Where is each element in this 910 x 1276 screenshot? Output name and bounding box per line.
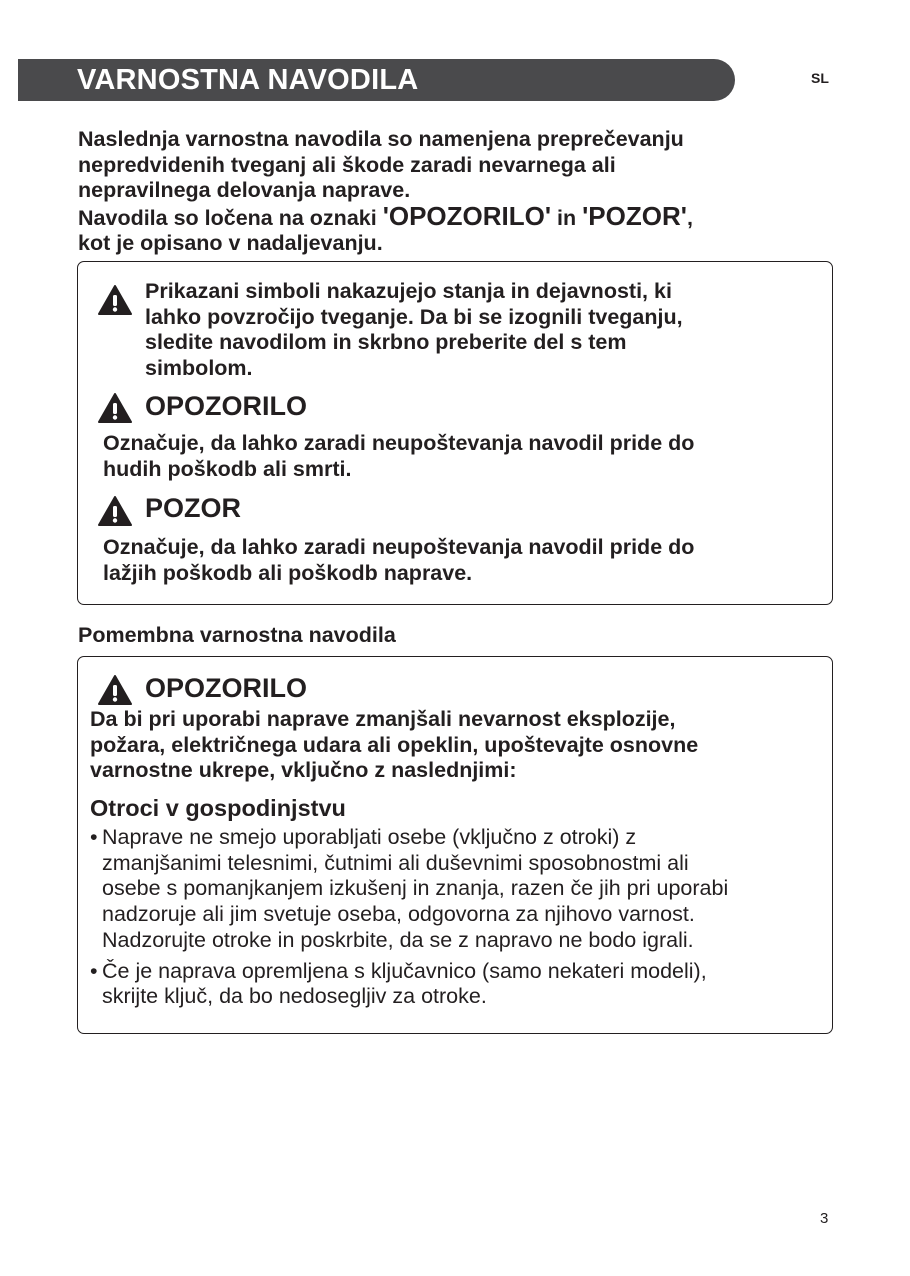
important-intro-line: požara, električnega udara ali opeklin, upoštevajte osnovne <box>90 732 699 757</box>
intro-line: Naslednja varnostna navodila so namenjena preprečevanju <box>78 127 684 151</box>
caution-desc-line: lažjih poškodb ali poškodb naprave. <box>103 560 473 585</box>
bullet-line: nadzoruje ali jim svetuje oseba, odgovorna za njihovo varnost. <box>102 902 695 927</box>
page-title: VARNOSTNA NAVODILA <box>77 64 419 96</box>
warning-triangle-icon <box>97 674 133 706</box>
warning-label-inline: 'OPOZORILO' <box>382 200 552 231</box>
important-intro <box>90 707 820 784</box>
caution-description <box>103 535 818 586</box>
comma: , <box>686 205 693 230</box>
bullet-dot: • <box>90 825 98 849</box>
bullet-item <box>90 825 825 954</box>
caution-triangle-icon <box>97 495 133 527</box>
intro-sep-suffix: kot je opisano v nadaljevanju. <box>78 231 383 255</box>
language-code: SL <box>811 70 829 86</box>
symbol-explanation-box <box>77 261 833 605</box>
intro-line: nepredvidenih tveganj ali škode zaradi nevarnega ali <box>78 152 616 177</box>
symbol-text-line: simbolom. <box>145 355 253 380</box>
warning-desc-line: hudih poškodb ali smrti. <box>103 456 352 481</box>
bullet-line: Naprave ne smejo uporabljati osebe (vključno z otroki) z <box>102 825 637 849</box>
intro-line: nepravilnega delovanja naprave. <box>78 178 411 202</box>
in-word: in <box>551 205 583 230</box>
symbol-text-line: Prikazani simboli nakazujejo stanja in dejavnosti, ki <box>145 279 672 303</box>
bullet-line: osebe s pomanjkanjem izkušenj in znanja, razen če jih pri uporabi <box>102 876 729 901</box>
caution-label-inline: 'POZOR' <box>582 200 687 231</box>
important-intro-line: varnostne ukrepe, vključno z naslednjimi: <box>90 758 517 782</box>
intro-separation-line <box>78 200 838 232</box>
bullet-item <box>90 959 825 1010</box>
important-intro-line: Da bi pri uporabi naprave zmanjšali nevarnost eksplozije, <box>90 707 676 731</box>
children-subheading: Otroci v gospodinjstvu <box>90 795 346 821</box>
symbol-text-line: lahko povzročijo tveganje. Da bi se izognili tveganju, <box>145 304 683 329</box>
symbol-description <box>145 279 825 381</box>
bullet-line: zmanjšanimi telesnimi, čutnimi ali duševnimi sposobnostmi ali <box>102 850 689 875</box>
children-bullet-list <box>90 825 825 1015</box>
important-safety-box <box>77 656 833 1034</box>
warning-triangle-icon <box>97 284 133 316</box>
intro-paragraph <box>78 127 838 257</box>
page-number: 3 <box>820 1210 829 1227</box>
warning-title: OPOZORILO <box>145 391 307 421</box>
warning-desc-line: Označuje, da lahko zaradi neupoštevanja navodil pride do <box>103 431 695 455</box>
important-warning-title: OPOZORILO <box>145 673 307 703</box>
bullet-dot: • <box>90 958 98 983</box>
caution-title: POZOR <box>145 493 242 523</box>
symbol-text-line: sledite navodilom in skrbno preberite del s tem <box>145 330 627 354</box>
warning-triangle-icon <box>97 392 133 424</box>
bullet-line: skrijte ključ, da bo nedosegljiv za otroke. <box>102 984 487 1009</box>
bullet-line: Če je naprava opremljena s ključavnico (samo nekateri modeli), <box>102 958 707 983</box>
intro-sep-prefix: Navodila so ločena na oznaki <box>78 205 383 230</box>
bullet-line: Nadzorujte otroke in poskrbite, da se z napravo ne bodo igrali. <box>102 927 694 952</box>
warning-description <box>103 431 818 482</box>
section-heading: Pomembna varnostna navodila <box>78 623 396 647</box>
caution-desc-line: Označuje, da lahko zaradi neupoštevanja navodil pride do <box>103 535 695 559</box>
